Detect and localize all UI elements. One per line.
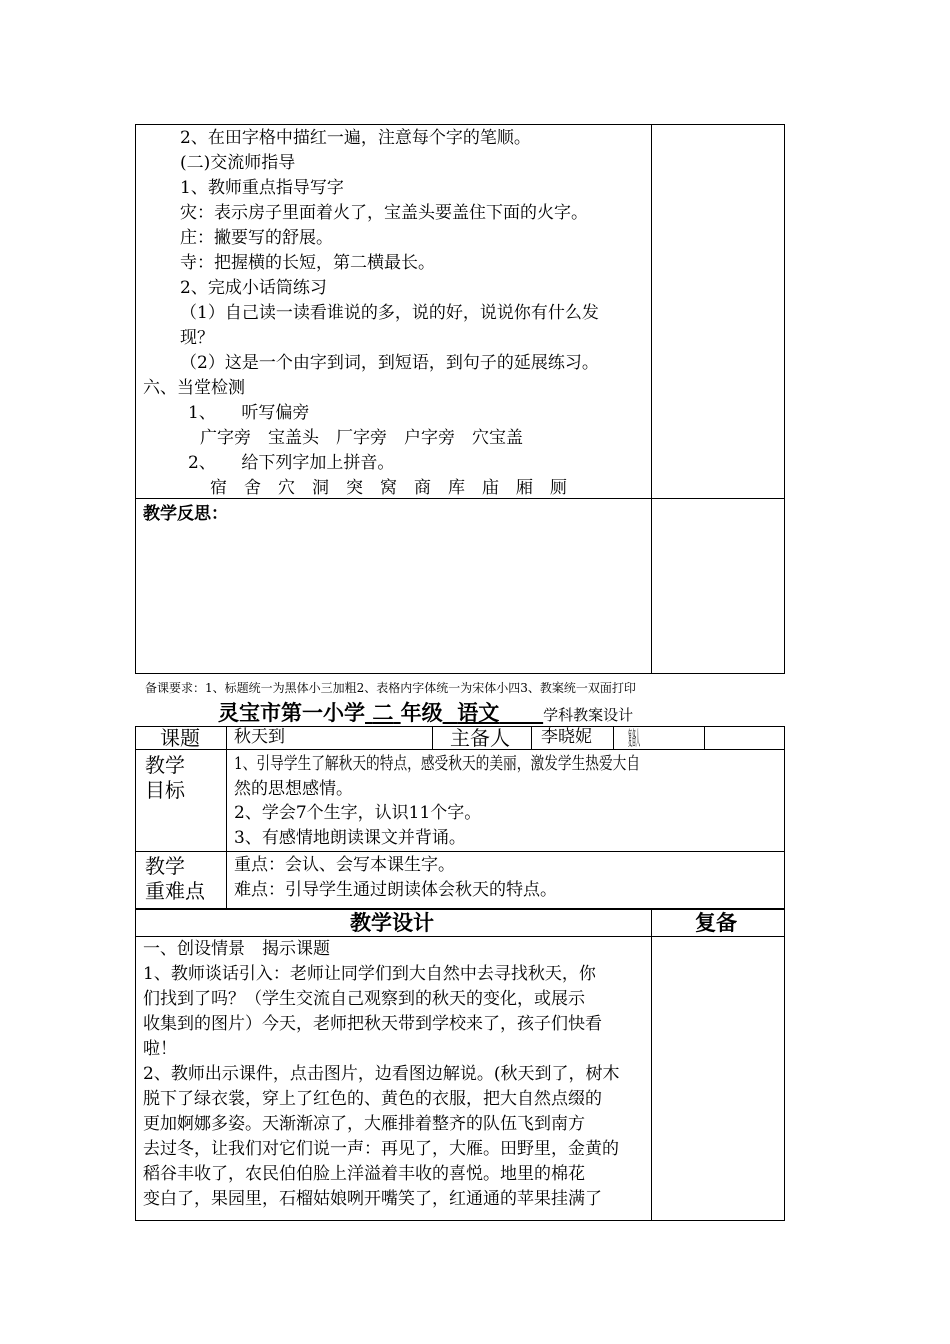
keypoint-line-1: 重点：会认、会写本课生字。	[234, 855, 455, 875]
preparer-label: 主备人	[450, 726, 510, 750]
col-line-a	[226, 726, 227, 908]
topic-value: 秋天到	[234, 727, 285, 747]
reflection-label: 教学反思：	[143, 504, 228, 524]
page1-line-6: 寺：把握横的长短，第二横最长。	[180, 253, 435, 273]
design-line-5: 啦！	[143, 1039, 177, 1059]
grade-suffix: 年级	[400, 701, 443, 725]
row-line-3	[135, 908, 785, 910]
goal-line-3: 2、学会7个生字，认识11个字。	[234, 803, 482, 823]
col-line-e	[704, 726, 705, 749]
page1-line-7: 2、完成小话筒练习	[180, 278, 327, 298]
page1-line-2: (二)交流师指导	[180, 153, 296, 173]
page1-line-9: 现？	[180, 328, 214, 348]
page1-line-14: 2、 给下列字加上拼音。	[188, 453, 395, 473]
design-line-8: 更加婀娜多姿。天渐渐凉了，大雁排着整齐的队伍飞到南方	[143, 1114, 585, 1134]
goal-line-1: 1、引导学生了解秋天的特点，感受秋天的美丽，激发学生热爱大自	[234, 754, 641, 774]
page1-line-11: 六、当堂检测	[143, 378, 245, 398]
review-header: 复备	[695, 911, 737, 935]
keypoint-line-2: 难点：引导学生通过朗读体会秋天的特点。	[234, 880, 557, 900]
goals-label-2: 目标	[145, 778, 185, 802]
page1-line-8: （1）自己读一读看谁说的多，说的好，说说你有什么发	[180, 303, 599, 323]
design-line-10: 稻谷丰收了，农民伯伯脸上洋溢着丰收的喜悦。地里的棉花	[143, 1164, 585, 1184]
design-header: 教学设计	[350, 911, 434, 935]
col-line-b	[432, 726, 433, 749]
reviewer-label: 复备人	[628, 726, 640, 750]
goal-line-4: 3、有感情地朗读课文并背诵。	[234, 828, 466, 848]
design-line-9: 去过冬，让我们对它们说一声：再见了，大雁。田野里，金黄的	[143, 1139, 619, 1159]
requirements-note: 备课要求：1、标题统一为黑体小三加粗2、表格内字体统一为宋体小四3、教案统一双面打印	[145, 681, 636, 695]
page1-line-5: 庄：撇要写的舒展。	[180, 228, 333, 248]
grade-value: 二	[372, 701, 394, 725]
keypoints-label-1: 教学	[145, 854, 185, 878]
page1-line-13: 广字旁 宝盖头 厂字旁 户字旁 穴宝盖	[200, 428, 523, 448]
design-line-1: 一、创设情景 揭示课题	[143, 939, 330, 959]
page-title	[218, 700, 633, 728]
design-line-3: 们找到了吗？（学生交流自己观察到的秋天的变化，或展示	[143, 989, 585, 1009]
page1-line-4: 灾：表示房子里面着火了，宝盖头要盖住下面的火字。	[180, 203, 588, 223]
topic-label: 课题	[160, 726, 200, 750]
col-line-c	[531, 726, 532, 749]
design-line-2: 1、教师谈话引入：老师让同学们到大自然中去寻找秋天，你	[143, 964, 596, 984]
preparer-value: 李晓妮	[541, 727, 592, 747]
row-line-2	[135, 851, 785, 852]
subject-value: 语文	[457, 701, 500, 725]
page1-line-1: 2、在田字格中描红一遍，注意每个字的笔顺。	[180, 128, 531, 148]
col-line-review	[651, 908, 652, 1221]
page1-line-10: （2）这是一个由字到词，到短语，到句子的延展练习。	[180, 353, 599, 373]
design-line-11: 变白了，果园里，石榴姑娘咧开嘴笑了，红通通的苹果挂满了	[143, 1189, 602, 1209]
design-line-7: 脱下了绿衣裳，穿上了红色的、黄色的衣服，把大自然点缀的	[143, 1089, 602, 1109]
keypoints-label-2: 重难点	[145, 879, 205, 903]
col-line-d	[613, 726, 614, 749]
design-line-4: 收集到的图片）今天，老师把秋天带到学校来了，孩子们快看	[143, 1014, 602, 1034]
school-name: 灵宝市第一小学	[218, 701, 365, 725]
goal-line-2: 然的思想感情。	[234, 779, 353, 799]
page1-line-15: 宿 舍 穴 洞 突 窝 商 库 庙 厢 厕	[210, 478, 567, 498]
title-suffix: 学科教案设计	[543, 706, 634, 724]
design-line-6: 2、教师出示课件，点击图片，边看图边解说。(秋天到了，树木	[143, 1064, 620, 1084]
goals-label-1: 教学	[145, 753, 185, 777]
page1-line-3: 1、教师重点指导写字	[180, 178, 344, 198]
page1-column-divider	[651, 124, 652, 674]
page1-line-12: 1、 听写偏旁	[188, 403, 310, 423]
